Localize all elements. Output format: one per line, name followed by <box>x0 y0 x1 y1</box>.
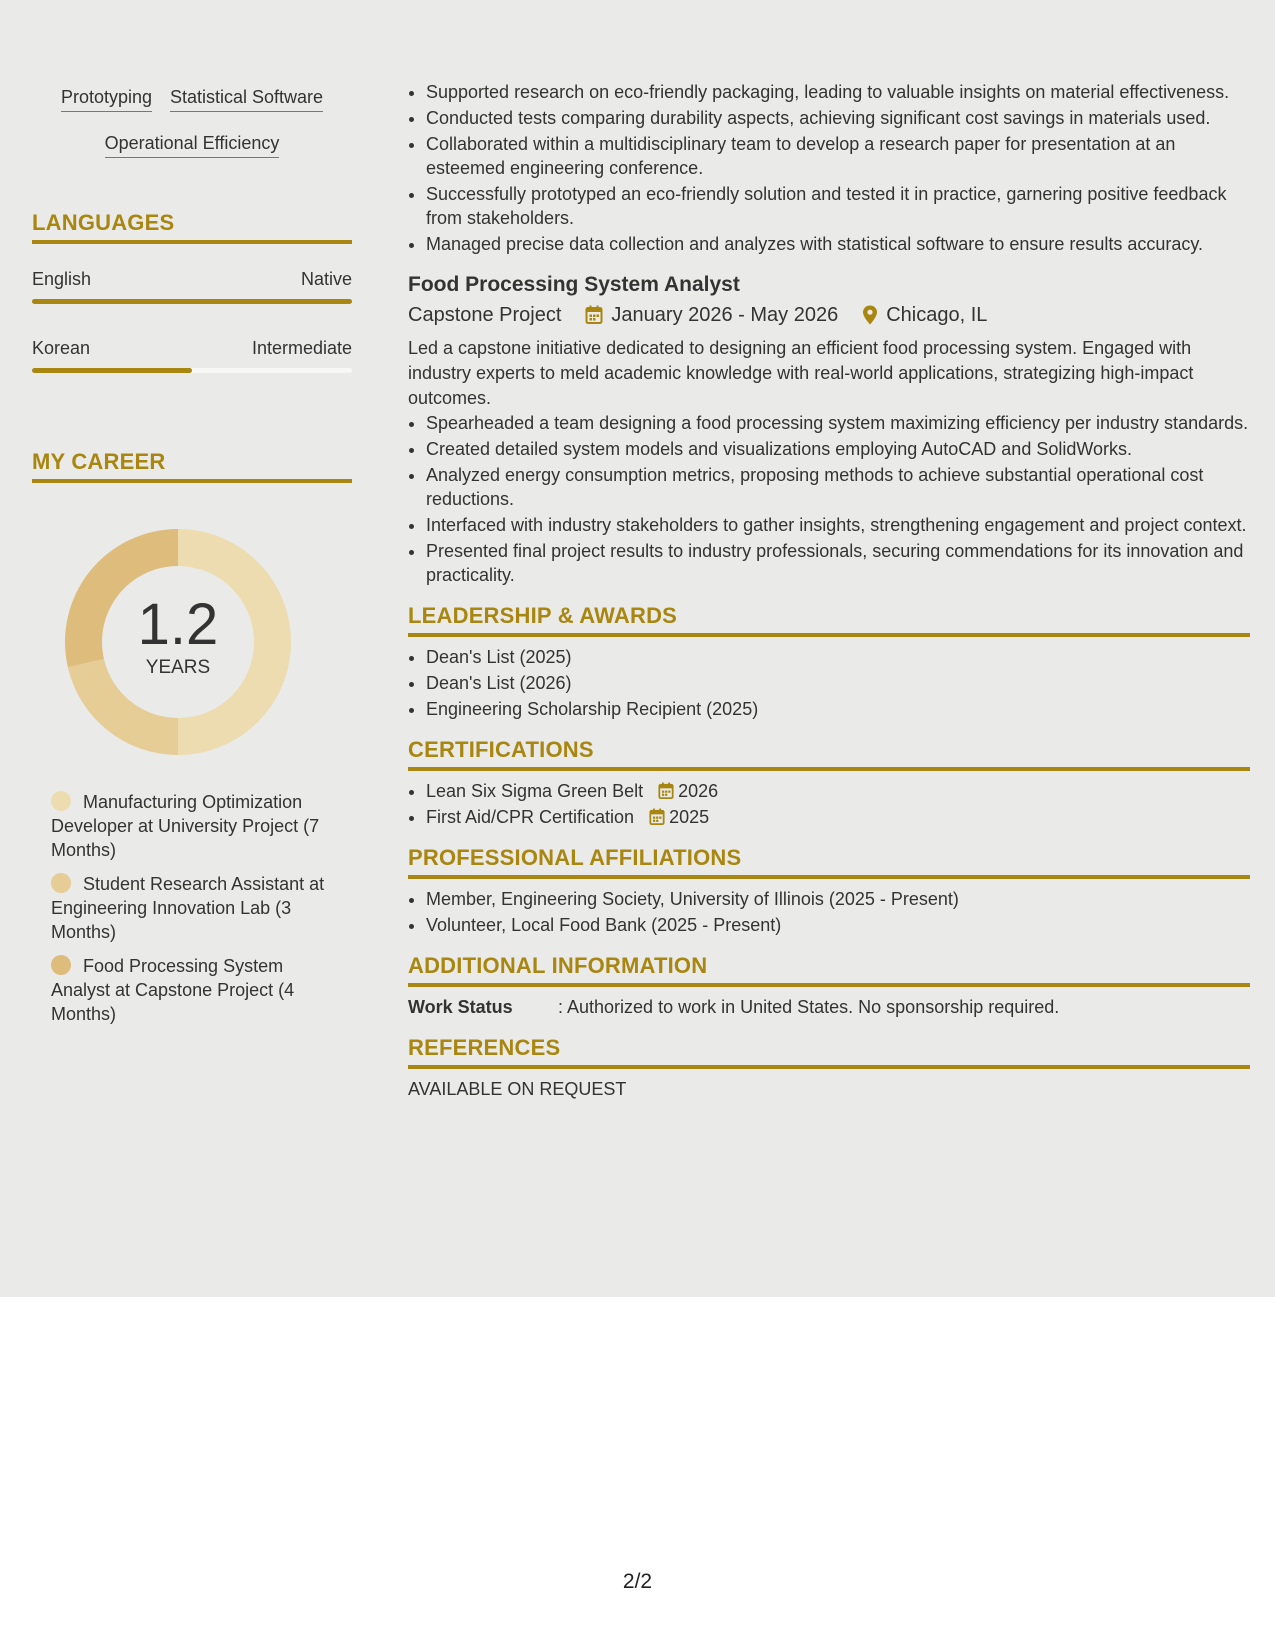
affiliation-item: • Member, Engineering Society, University of Illinois (2025 - Present) <box>426 887 1250 911</box>
certification-item <box>426 805 1250 829</box>
skills-list <box>32 86 352 178</box>
career-legend-item <box>51 872 326 944</box>
job-title: Food Processing System Analyst <box>408 273 740 296</box>
location-pin-icon <box>862 305 878 325</box>
legend-dot <box>51 791 71 811</box>
job-dates: January 2026 - May 2026 <box>611 304 839 326</box>
award-item: • Dean's List (2025) <box>426 645 1250 669</box>
career-heading: MY CAREER <box>32 449 352 483</box>
language-name: English <box>32 269 92 289</box>
affiliations-heading: PROFESSIONAL AFFILIATIONS <box>408 845 1250 879</box>
career-legend <box>51 790 326 1036</box>
references-heading: REFERENCES <box>408 1035 1250 1069</box>
affiliations-list <box>408 887 1250 937</box>
career-legend-text: Student Research Assistant at Engineering Innovation Lab (3 Months) <box>51 874 325 942</box>
work-status-row <box>408 995 1250 1019</box>
bullet-item: • Presented final project results to industry professionals, securing commendations for its innovation and practicality. <box>426 539 1250 587</box>
awards-list <box>408 645 1250 721</box>
career-total-value: 1.2 <box>137 592 219 657</box>
career-legend-text: Manufacturing Optimization Developer at University Project (7 Months) <box>51 792 320 860</box>
work-status-value: : Authorized to work in United States. No sponsorship required. <box>558 997 1060 1017</box>
certification-name: Lean Six Sigma Green Belt <box>426 781 644 801</box>
job-company: Capstone Project <box>408 304 562 326</box>
calendar-icon <box>658 779 674 803</box>
skill-tag: Operational Efficiency <box>105 132 280 158</box>
donut-center <box>65 529 291 755</box>
bullet-item: • Conducted tests comparing durability aspects, achieving significant cost savings in materials used. <box>426 106 1250 130</box>
awards-heading: LEADERSHIP & AWARDS <box>408 603 1250 637</box>
calendar-icon <box>585 305 603 325</box>
legend-dot <box>51 955 71 975</box>
additional-info-heading: ADDITIONAL INFORMATION <box>408 953 1250 987</box>
experience-bullets-continued <box>408 80 1250 256</box>
certification-year: 2026 <box>678 781 719 801</box>
language-bar <box>32 299 352 304</box>
award-item: • Dean's List (2026) <box>426 671 1250 695</box>
bullet-item: • Created detailed system models and visualizations employing AutoCAD and SolidWorks. <box>426 437 1250 461</box>
bullet-item: • Collaborated within a multidisciplinary team to develop a research paper for presentation at an esteemed engineering conference. <box>426 132 1250 180</box>
certification-name: First Aid/CPR Certification <box>426 807 635 827</box>
language-item <box>32 337 352 373</box>
certifications-list <box>408 779 1250 829</box>
job-bullets <box>408 411 1250 587</box>
career-legend-text: Food Processing System Analyst at Capstone Project (4 Months) <box>51 956 295 1024</box>
legend-dot <box>51 873 71 893</box>
bullet-item: • Supported research on eco-friendly packaging, leading to valuable insights on material effectiveness. <box>426 80 1250 104</box>
bullet-item: • Managed precise data collection and analyzes with statistical software to ensure results accuracy. <box>426 232 1250 256</box>
language-name: Korean <box>32 338 91 358</box>
language-bar-fill <box>32 368 192 373</box>
certification-year: 2025 <box>669 807 710 827</box>
languages-heading: LANGUAGES <box>32 210 352 244</box>
language-item <box>32 268 352 304</box>
language-bar <box>32 368 352 373</box>
language-level: Native <box>300 269 352 289</box>
career-total-unit: YEARS <box>145 657 211 678</box>
job-meta <box>408 302 1250 328</box>
skill-tag: Statistical Software <box>170 86 323 112</box>
work-status-label: Work Status <box>408 997 513 1017</box>
certifications-heading: CERTIFICATIONS <box>408 737 1250 771</box>
language-bar-fill <box>32 299 352 304</box>
job-description: Led a capstone initiative dedicated to designing an efficient food processing system. Engaged with industry experts to meld academic knowledge with real-world applications, strategizing high-impact outcomes. <box>408 338 1194 408</box>
affiliation-item: • Volunteer, Local Food Bank (2025 - Present) <box>426 913 1250 937</box>
award-item: • Engineering Scholarship Recipient (2025) <box>426 697 1250 721</box>
references-text: AVAILABLE ON REQUEST <box>408 1079 627 1099</box>
page-number: 2/2 <box>622 1570 653 1593</box>
bullet-item: • Successfully prototyped an eco-friendly solution and tested it in practice, garnering positive feedback from stakeholders. <box>426 182 1250 230</box>
career-legend-item <box>51 790 326 862</box>
job-location: Chicago, IL <box>886 304 988 326</box>
skill-tag: Prototyping <box>61 86 152 112</box>
language-level: Intermediate <box>251 338 352 358</box>
bullet-item: • Interfaced with industry stakeholders to gather insights, strengthening engagement and project context. <box>426 513 1250 537</box>
bullet-item: • Analyzed energy consumption metrics, proposing methods to achieve substantial operational cost reductions. <box>426 463 1250 511</box>
calendar-icon <box>649 805 665 829</box>
certification-item <box>426 779 1250 803</box>
right-column <box>408 80 1250 1101</box>
career-donut-chart <box>65 529 291 755</box>
bullet-item: • Spearheaded a team designing a food processing system maximizing efficiency per industry standards. <box>426 411 1250 435</box>
career-legend-item <box>51 954 326 1026</box>
